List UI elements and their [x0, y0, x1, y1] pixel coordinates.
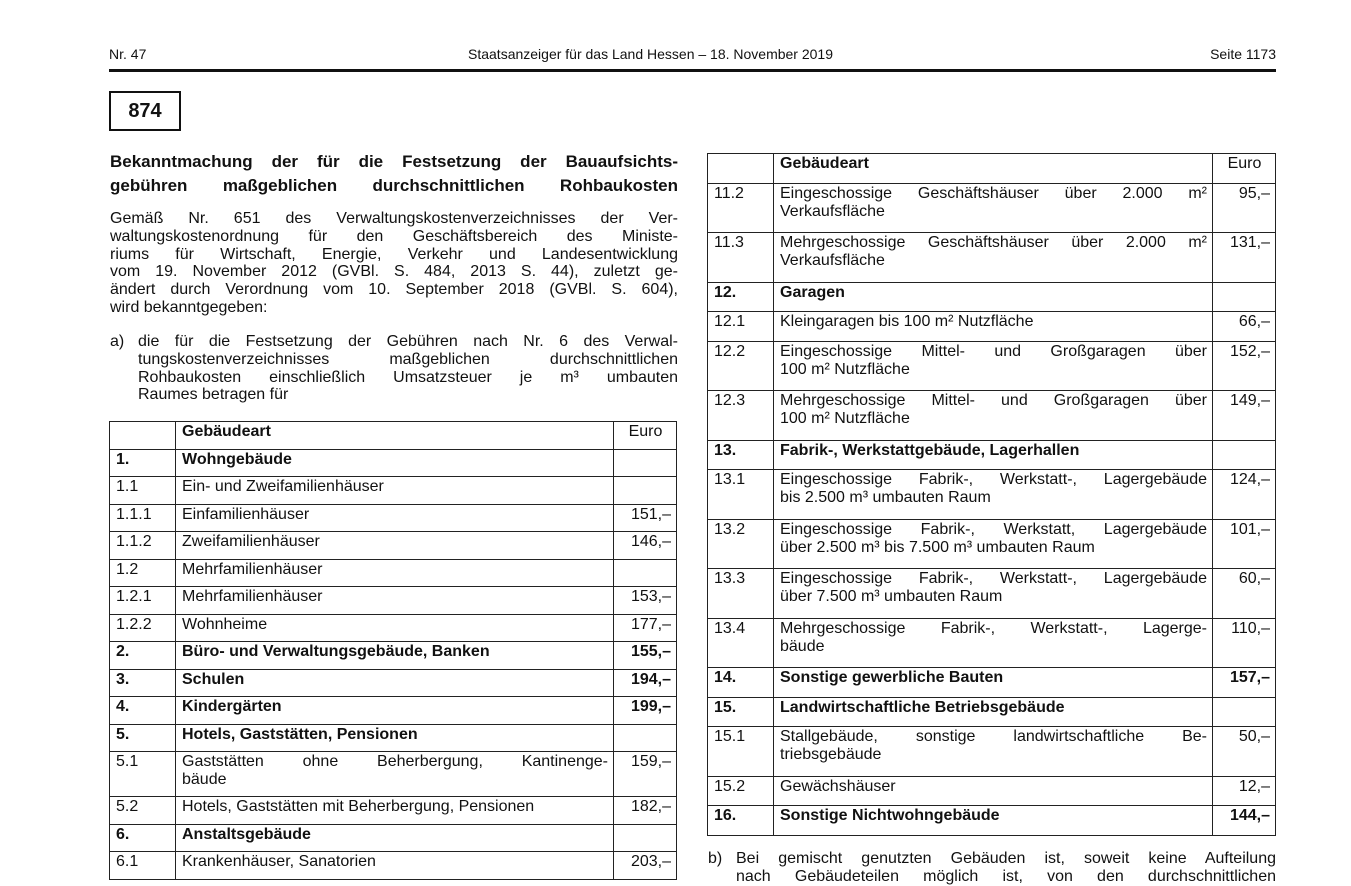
row-euro-value: 199,– — [614, 697, 677, 725]
building-type-line: bis 2.500 m³ umbauten Raum — [780, 489, 991, 506]
row-building-type: Einfamilienhäuser — [176, 504, 614, 532]
table-row — [708, 727, 1276, 777]
table-row — [110, 559, 677, 587]
table-row — [110, 614, 677, 642]
building-type-line: Mehrgeschossige Fabrik-, Werkstatt-, Lagerge- — [780, 619, 1207, 637]
building-type-line: bäude — [182, 771, 227, 788]
row-building-type: Anstaltsgebäude — [176, 824, 614, 852]
row-building-type — [774, 233, 1213, 283]
row-number: 1.2.2 — [110, 614, 176, 642]
header-art-cell: Gebäudeart — [774, 154, 1213, 184]
row-building-type: Kindergärten — [176, 697, 614, 725]
row-euro-value: 12,– — [1213, 776, 1276, 806]
table-row — [708, 618, 1276, 668]
row-building-type: Schulen — [176, 669, 614, 697]
building-type-line: Eingeschossige Fabrik-, Werkstatt-, Lagergebäude — [780, 471, 1207, 488]
row-building-type: Fabrik-, Werkstattgebäude, Lagerhallen — [774, 440, 1213, 470]
row-euro-value — [614, 559, 677, 587]
cost-table-right — [707, 153, 1276, 836]
row-number: 1. — [110, 449, 176, 477]
table-row — [110, 797, 677, 825]
intro-paragraph — [110, 210, 678, 317]
row-number: 1.1 — [110, 477, 176, 505]
building-type-line: Gaststätten ohne Beherbergung, Kantinenge- — [182, 753, 608, 770]
item-a-line: Raumes betragen für — [138, 386, 289, 404]
row-euro-value — [1213, 697, 1276, 727]
building-type-line: 100 m² Nutzfläche — [780, 360, 910, 378]
table-row — [708, 470, 1276, 520]
row-building-type: Garagen — [774, 282, 1213, 312]
row-building-type — [774, 391, 1213, 441]
table-row — [110, 587, 677, 615]
row-euro-value: 149,– — [1213, 391, 1276, 441]
row-number: 2. — [110, 642, 176, 670]
item-a-line: Rohbaukosten einschließlich Umsatzsteuer je m³ umbauten — [138, 368, 678, 386]
issue-number: Nr. 47 — [109, 46, 147, 62]
row-euro-value: 194,– — [614, 669, 677, 697]
item-a-label: a) — [110, 333, 125, 350]
row-number: 5.2 — [110, 797, 176, 825]
building-type-line: über 2.500 m³ bis 7.500 m³ umbauten Raum — [780, 538, 1095, 556]
page-number: Seite 1173 — [1210, 46, 1276, 62]
row-number: 13.2 — [708, 519, 774, 569]
row-building-type — [774, 519, 1213, 569]
row-building-type: Sonstige Nichtwohngebäude — [774, 806, 1213, 836]
row-number: 6. — [110, 824, 176, 852]
row-euro-value: 146,– — [614, 532, 677, 560]
table-row — [110, 697, 677, 725]
intro-line: ändert durch Verordnung vom 10. September 2018 (GVBl. S. 604), — [110, 281, 678, 299]
cost-table-left — [109, 421, 677, 880]
row-number: 4. — [110, 697, 176, 725]
row-number: 5. — [110, 724, 176, 752]
building-type-line: Verkaufsfläche — [780, 202, 885, 220]
table-header-row — [708, 154, 1276, 184]
row-number: 15. — [708, 697, 774, 727]
building-type-line: 100 m² Nutzfläche — [780, 410, 910, 427]
row-number: 1.2 — [110, 559, 176, 587]
row-number: 12. — [708, 282, 774, 312]
table-row — [708, 341, 1276, 391]
row-building-type: Wohnheime — [176, 614, 614, 642]
row-number: 5.1 — [110, 752, 176, 797]
table-row — [708, 569, 1276, 619]
table-row — [110, 824, 677, 852]
row-euro-value: 101,– — [1213, 519, 1276, 569]
row-euro-value: 153,– — [614, 587, 677, 615]
intro-line: vom 19. November 2012 (GVBl. S. 484, 2013 S. 44), zuletzt ge- — [110, 263, 678, 281]
header-art-cell: Gebäudeart — [176, 422, 614, 450]
row-building-type: Hotels, Gaststätten, Pensionen — [176, 724, 614, 752]
row-building-type: Gewächshäuser — [774, 776, 1213, 806]
building-type-line: bäude — [780, 637, 825, 655]
row-number: 16. — [708, 806, 774, 836]
row-euro-value: 177,– — [614, 614, 677, 642]
row-building-type: Wohngebäude — [176, 449, 614, 477]
publication-title: Staatsanzeiger für das Land Hessen – 18. November 2019 — [468, 46, 834, 62]
building-type-line: Mehrgeschossige Geschäftshäuser über 2.000 m² — [780, 234, 1207, 251]
row-building-type: Hotels, Gaststätten mit Beherbergung, Pensionen — [176, 797, 614, 825]
row-building-type: Sonstige gewerbliche Bauten — [774, 668, 1213, 698]
row-building-type — [774, 470, 1213, 520]
row-number: 15.2 — [708, 776, 774, 806]
row-euro-value: 50,– — [1213, 727, 1276, 777]
intro-line: waltungskostenordnung für den Geschäftsbereich des Ministe- — [110, 227, 678, 245]
table-row — [708, 806, 1276, 836]
row-euro-value — [1213, 282, 1276, 312]
row-euro-value — [1213, 440, 1276, 470]
notice-title — [110, 150, 678, 198]
row-building-type — [774, 618, 1213, 668]
row-euro-value: 66,– — [1213, 312, 1276, 342]
row-euro-value: 95,– — [1213, 183, 1276, 233]
row-euro-value: 131,– — [1213, 233, 1276, 283]
row-number: 12.2 — [708, 341, 774, 391]
item-a-line: tungskostenverzeichnisses maßgeblichen durchschnittlichen — [138, 350, 678, 368]
item-b-label: b) — [708, 850, 723, 867]
table-row — [708, 519, 1276, 569]
table-header-row — [110, 422, 677, 450]
table-row — [708, 282, 1276, 312]
row-euro-value: 152,– — [1213, 341, 1276, 391]
row-building-type: Kleingaragen bis 100 m² Nutzfläche — [774, 312, 1213, 342]
row-euro-value — [614, 724, 677, 752]
row-euro-value: 124,– — [1213, 470, 1276, 520]
table-row — [110, 477, 677, 505]
row-number: 12.3 — [708, 391, 774, 441]
table-row — [708, 183, 1276, 233]
building-type-line: triebsgebäude — [780, 746, 882, 763]
building-type-line: Verkaufsfläche — [780, 252, 885, 269]
row-number: 14. — [708, 668, 774, 698]
table-row — [110, 752, 677, 797]
row-number: 1.1.2 — [110, 532, 176, 560]
row-building-type: Landwirtschaftliche Betriebsgebäude — [774, 697, 1213, 727]
building-type-line: Eingeschossige Fabrik-, Werkstatt, Lagergebäude — [780, 520, 1207, 538]
row-number: 1.2.1 — [110, 587, 176, 615]
table-row — [708, 312, 1276, 342]
building-type-line: Eingeschossige Fabrik-, Werkstatt-, Lagergebäude — [780, 570, 1207, 587]
item-b-line: nach Gebäudeteilen möglich ist, von den durchschnittlichen — [736, 868, 1276, 885]
table-row — [110, 642, 677, 670]
row-building-type — [774, 341, 1213, 391]
row-number: 13.1 — [708, 470, 774, 520]
row-building-type: Büro- und Verwaltungsgebäude, Banken — [176, 642, 614, 670]
row-euro-value: 144,– — [1213, 806, 1276, 836]
building-type-line: über 7.500 m³ umbauten Raum — [780, 588, 1003, 605]
row-building-type: Zweifamilienhäuser — [176, 532, 614, 560]
row-number: 13. — [708, 440, 774, 470]
row-number: 3. — [110, 669, 176, 697]
header-number-cell — [110, 422, 176, 450]
building-type-line: Stallgebäude, sonstige landwirtschaftliche Be- — [780, 728, 1207, 745]
table-row — [110, 532, 677, 560]
header-euro-cell: Euro — [614, 422, 677, 450]
intro-line: riums für Wirtschaft, Energie, Verkehr und Landesentwicklung — [110, 245, 678, 263]
header-euro-cell: Euro — [1213, 154, 1276, 184]
row-euro-value: 155,– — [614, 642, 677, 670]
row-number: 6.1 — [110, 852, 176, 880]
intro-line: wird bekanntgegeben: — [110, 298, 268, 316]
row-number: 1.1.1 — [110, 504, 176, 532]
item-a-line: die für die Festsetzung der Gebühren nach Nr. 6 des Verwal- — [138, 333, 678, 350]
row-building-type: Krankenhäuser, Sanatorien — [176, 852, 614, 880]
row-euro-value: 182,– — [614, 797, 677, 825]
row-number: 15.1 — [708, 727, 774, 777]
row-euro-value: 203,– — [614, 852, 677, 880]
item-b-line: Bei gemischt genutzten Gebäuden ist, soweit keine Aufteilung — [736, 850, 1276, 867]
row-building-type — [774, 569, 1213, 619]
table-row — [708, 391, 1276, 441]
row-number: 11.2 — [708, 183, 774, 233]
intro-line: Gemäß Nr. 651 des Verwaltungskostenverzeichnisses der Ver- — [110, 210, 678, 227]
table-row — [110, 669, 677, 697]
table-row — [708, 697, 1276, 727]
table-row — [110, 504, 677, 532]
row-number: 13.3 — [708, 569, 774, 619]
row-euro-value — [614, 477, 677, 505]
title-line: Bekanntmachung der für die Festsetzung der Bauaufsichts- — [110, 152, 678, 171]
row-euro-value — [614, 449, 677, 477]
row-euro-value: 157,– — [1213, 668, 1276, 698]
building-type-line: Eingeschossige Geschäftshäuser über 2.000 m² — [780, 184, 1207, 202]
table-row — [110, 724, 677, 752]
building-type-line: Mehrgeschossige Mittel- und Großgaragen über — [780, 392, 1207, 409]
row-euro-value: 60,– — [1213, 569, 1276, 619]
row-euro-value: 159,– — [614, 752, 677, 797]
table-row — [708, 668, 1276, 698]
row-building-type: Mehrfamilienhäuser — [176, 559, 614, 587]
row-number: 12.1 — [708, 312, 774, 342]
row-building-type: Mehrfamilienhäuser — [176, 587, 614, 615]
notice-number: 874 — [109, 91, 181, 131]
table-row — [708, 440, 1276, 470]
header-rule — [109, 69, 1276, 72]
building-type-line: Eingeschossige Mittel- und Großgaragen über — [780, 342, 1207, 360]
row-number: 11.3 — [708, 233, 774, 283]
row-number: 13.4 — [708, 618, 774, 668]
row-euro-value: 110,– — [1213, 618, 1276, 668]
row-euro-value — [614, 824, 677, 852]
row-building-type — [176, 752, 614, 797]
row-building-type — [774, 727, 1213, 777]
title-line: gebühren maßgeblichen durchschnittlichen Rohbaukosten — [110, 176, 678, 195]
row-building-type — [774, 183, 1213, 233]
table-row — [110, 852, 677, 880]
table-row — [110, 449, 677, 477]
row-euro-value: 151,– — [614, 504, 677, 532]
table-row — [708, 233, 1276, 283]
header-number-cell — [708, 154, 774, 184]
row-building-type: Ein- und Zweifamilienhäuser — [176, 477, 614, 505]
table-row — [708, 776, 1276, 806]
